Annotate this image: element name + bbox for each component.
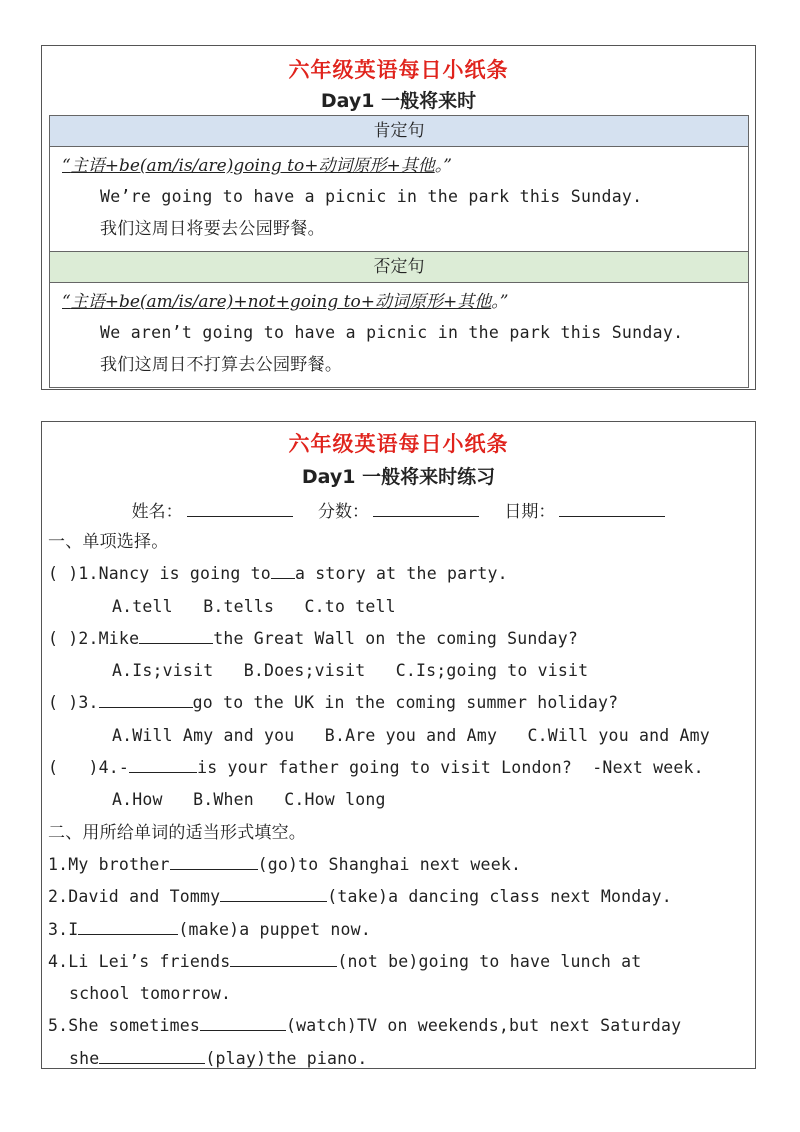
- student-info: [42, 497, 755, 522]
- question-1-options: A.tell B.tells C.to tell: [112, 596, 396, 616]
- formula-text: 主语+be(am/is/are)+not+going to+动词原形+其他: [70, 292, 492, 312]
- question-4-options: A.How B.When C.How long: [112, 790, 386, 810]
- negative-body: [50, 283, 748, 387]
- fill-5-continued: [42, 1043, 755, 1075]
- fill-text: she: [69, 1048, 100, 1068]
- fill-5: [42, 1010, 755, 1042]
- fill-text: (not be)going to have lunch at: [337, 951, 642, 971]
- fill-4: [42, 946, 755, 978]
- negative-example-en: We aren’t going to have a picnic in the park this Sunday.: [100, 323, 684, 342]
- fill-1: [42, 849, 755, 881]
- quote-close: 。”: [491, 292, 509, 312]
- card-title: 六年级英语每日小纸条: [288, 432, 509, 456]
- fill-2: [42, 881, 755, 913]
- answer-blank[interactable]: [129, 756, 197, 773]
- fill-text: (make)a puppet now.: [178, 919, 371, 939]
- quote-open: “: [62, 156, 71, 176]
- affirmative-example-en: We’re going to have a picnic in the park this Sunday.: [100, 187, 643, 206]
- question-text: go to the UK in the coming summer holiday?: [192, 693, 619, 713]
- formula-text: 主语+be(am/is/are)going to+动词原形+其他: [70, 156, 435, 176]
- score-field[interactable]: [318, 497, 479, 522]
- fill-text: (go)to Shanghai next week.: [257, 854, 522, 874]
- affirmative-example-zh: 我们这周日将要去公园野餐。: [100, 219, 325, 239]
- section2-title: 二、用所给单词的适当形式填空。: [48, 822, 306, 843]
- date-field[interactable]: [504, 497, 665, 522]
- name-field[interactable]: [132, 497, 293, 522]
- score-blank[interactable]: [373, 500, 479, 517]
- question-2-options: A.Is;visit B.Does;visit C.Is;going to visit: [112, 661, 589, 681]
- fill-text: 1.My brother: [48, 854, 170, 874]
- fill-blank[interactable]: [170, 853, 258, 870]
- fill-text: 2.David and Tommy: [48, 887, 221, 907]
- fill-text: 5.She sometimes: [48, 1016, 201, 1036]
- question-text: ( )4.-: [48, 758, 130, 778]
- fill-text: (watch)TV on weekends,but next Saturday: [286, 1016, 682, 1036]
- answer-blank[interactable]: [271, 562, 295, 579]
- fill-blank[interactable]: [220, 885, 327, 902]
- question-text: a story at the party.: [294, 564, 508, 584]
- negative-example-zh: 我们这周日不打算去公园野餐。: [100, 355, 343, 375]
- date-blank[interactable]: [559, 500, 665, 517]
- quote-open: “: [62, 292, 71, 312]
- fill-blank[interactable]: [200, 1014, 286, 1031]
- negative-formula: [62, 287, 748, 317]
- affirmative-header: 肯定句: [50, 116, 748, 147]
- fill-text: 3.I: [48, 919, 79, 939]
- exercise-card: [41, 421, 756, 1069]
- name-label: 姓名：: [131, 502, 183, 522]
- quote-close: 。”: [434, 156, 452, 176]
- fill-text: 4.Li Lei’s friends: [48, 951, 231, 971]
- question-4: [42, 752, 755, 784]
- question-text: ( )1.Nancy is going to: [48, 564, 271, 584]
- negative-header: 否定句: [50, 251, 748, 283]
- question-2: [42, 623, 755, 655]
- affirmative-body: [50, 147, 748, 251]
- card-subtitle: Day1 一般将来时: [320, 90, 477, 112]
- fill-blank[interactable]: [99, 1047, 205, 1064]
- name-blank[interactable]: [187, 500, 293, 517]
- question-1: [42, 558, 755, 590]
- card-title: 六年级英语每日小纸条: [288, 58, 509, 82]
- question-3-options: A.Will Amy and you B.Are you and Amy C.Will you and Amy: [112, 725, 710, 745]
- grammar-table: [49, 115, 749, 388]
- fill-text: (take)a dancing class next Monday.: [327, 887, 672, 907]
- fill-blank[interactable]: [230, 950, 337, 967]
- question-text: is your father going to visit London? -Next week.: [197, 758, 704, 778]
- fill-text: (play)the piano.: [205, 1048, 368, 1068]
- fill-blank[interactable]: [78, 918, 178, 935]
- answer-blank[interactable]: [139, 627, 213, 644]
- section1-title: 一、单项选择。: [48, 532, 169, 552]
- grammar-card: [41, 45, 756, 390]
- question-text: ( )2.Mike: [48, 628, 140, 648]
- score-label: 分数：: [318, 502, 369, 522]
- question-3: [42, 687, 755, 719]
- fill-4-continued: school tomorrow.: [69, 984, 232, 1004]
- card-subtitle: Day1 一般将来时练习: [301, 466, 496, 488]
- answer-blank[interactable]: [99, 691, 193, 708]
- fill-3: [42, 914, 755, 946]
- date-label: 日期：: [504, 502, 556, 522]
- question-text: the Great Wall on the coming Sunday?: [213, 628, 579, 648]
- exercise-list: [42, 526, 755, 1075]
- question-text: ( )3.: [48, 693, 99, 713]
- affirmative-formula: [62, 151, 748, 181]
